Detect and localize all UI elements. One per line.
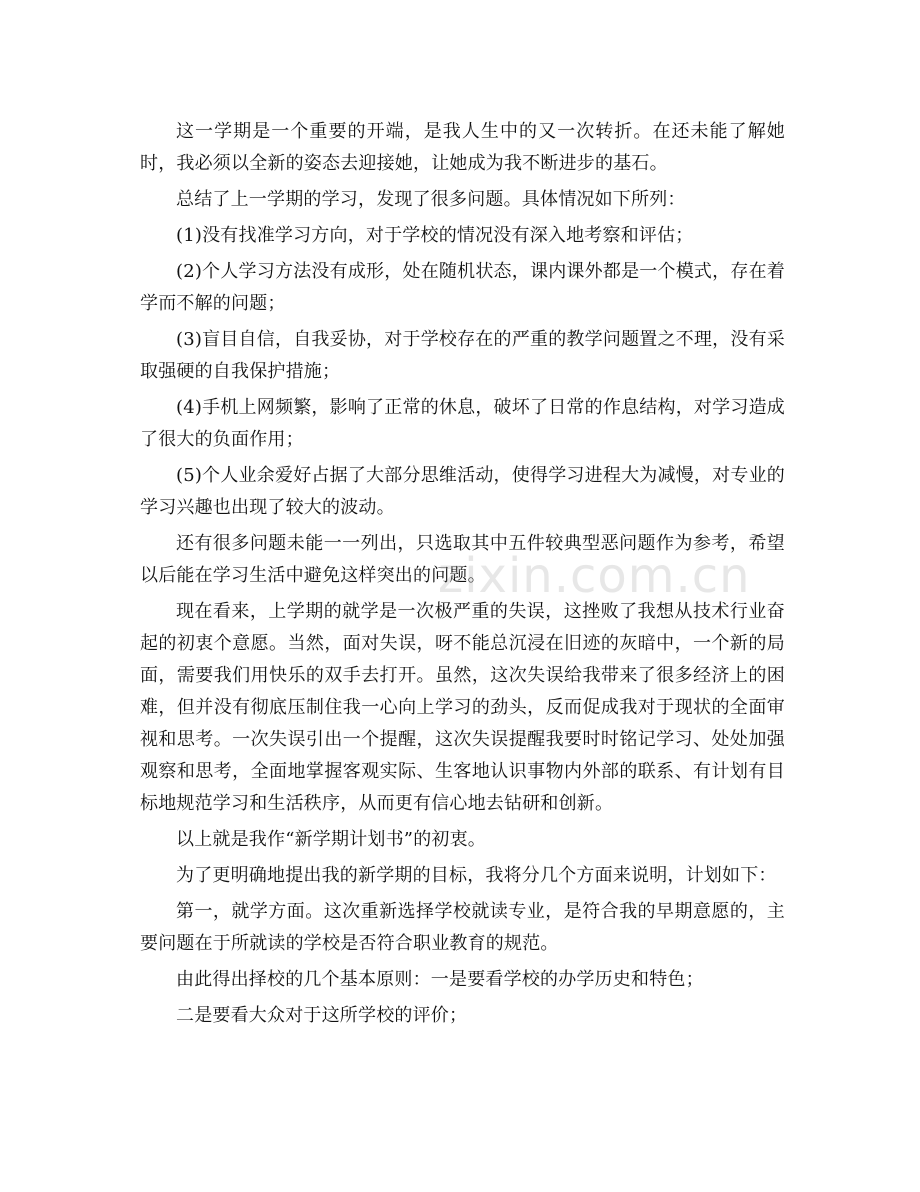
paragraph-2: 总结了上一学期的学习，发现了很多问题。具体情况如下所列：	[176, 189, 686, 210]
paragraph-5: (3)盲目自信，自我妥协，对于学校存在的严重的教学问题置之不理，没有采取强硬的自我保护措施；	[140, 329, 785, 382]
paragraph-4: (2)个人学习方法没有成形，处在随机状态，课内课外都是一个模式，存在着学而不解的问题；	[140, 261, 785, 314]
paragraph-6: (4)手机上网频繁，影响了正常的休息，破坏了日常的作息结构，对学习造成了很大的负面作用；	[140, 397, 785, 450]
paragraph-11: 为了更明确地提出我的新学期的目标，我将分几个方面来说明，计划如下：	[176, 865, 777, 886]
paragraph-12: 第一，就学方面。这次重新选择学校就读专业，是符合我的早期意愿的，主要问题在于所就读的学校是否符合职业教育的规范。	[140, 901, 785, 954]
paragraph-7: (5)个人业余爱好占据了大部分思维活动，使得学习进程大为减慢，对专业的学习兴趣也出现了较大的波动。	[140, 465, 785, 518]
paragraph-14: 二是要看大众对于这所学校的评价；	[176, 1005, 468, 1026]
document-body	[140, 116, 785, 1032]
watermark: zixin.com.cn	[438, 548, 751, 604]
paragraph-10: 以上就是我作“新学期计划书”的初衷。	[176, 829, 487, 850]
paragraph-1: 这一学期是一个重要的开端，是我人生中的又一次转折。在还未能了解她时，我必须以全新的姿态去迎接她，让她成为我不断进步的基石。	[140, 121, 785, 174]
paragraph-8: 还有很多问题未能一一列出，只选取其中五件较典型恶问题作为参考，希望以后能在学习生活中避免这样突出的问题。	[140, 533, 785, 586]
paragraph-13: 由此得出择校的几个基本原则：一是要看学校的办学历史和特色；	[176, 969, 704, 990]
paragraph-3: (1)没有找准学习方向，对于学校的情况没有深入地考察和评估；	[176, 225, 694, 246]
paragraph-9: 现在看来，上学期的就学是一次极严重的失误，这挫败了我想从技术行业奋起的初衷个意愿。当然，面对失误，呀不能总沉浸在旧迹的灰暗中，一个新的局面，需要我们用快乐的双手去打开。虽然，这次失误给我带来了很多经济上的困难，但并没有彻底压制住我一心向上学习的劲头，反而促成我对于现状的全面审视和思考。一次失误引出一个提醒，这次失误提醒我要时时铭记学习、处处加强观察和思考，全面地掌握客观实际、生客地认识事物内外部的联系、有计划有目标地规范学习和生活秩序，从而更有信心地去钻研和创新。	[140, 601, 785, 814]
